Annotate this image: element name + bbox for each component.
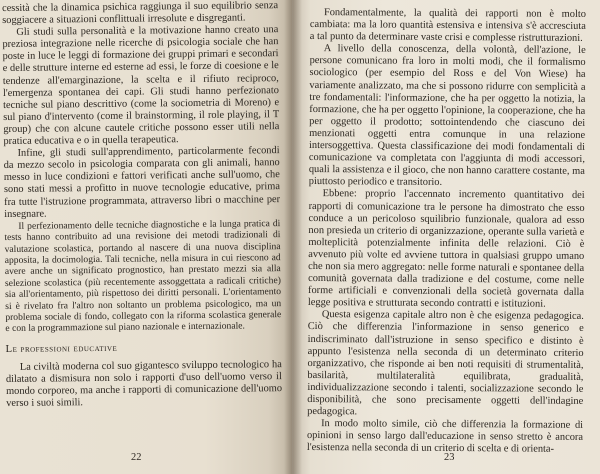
left-page [0,0,292,474]
paragraph: Questa esigenza capitale altro non è che esigenza pedagogica. Ciò che differenzia l'informazione in senso generico e indiscriminato dall'istruzione in senso specifico e distinto è appunto l'esistenza nella seconda di un determinato criterio organizzativo, che risponde ai ben noti requisiti di strumentalità, basilarità, multilateralità equilibrata, gradualità, individualizzazione secondo i talenti, socializzazione secondo le disponibilità, che sono precisamente oggetti dell'indagine pedagogica. [307,309,584,418]
paragraph: La civiltà moderna col suo gigantesco sviluppo tecnologico ha dilatato a dismisura non solo i rapporti d'uso dell'uomo verso il mondo corporeo, ma anche i rapporti di comunicazione dell'uomo verso i suoi simili. [5,358,283,410]
paragraph: A livello della conoscenza, della volontà, dell'azione, le persone comunicano fra loro in molti modi, che il formalismo sociologico (per esempio del Ross e del Von Wiese) ha variamente analizzato, ma che si possono ridurre con semplicità a tre fondamentali: l'informazione, che ha per oggetto la notizia, la formazione, che ha per oggetto l'opinione, la cooperazione, che ha per oggetto il prodotto; sottointendendo che ciascuno dei menzionati oggetti entra comunque in una relazione intersoggettiva. Questa classificazione dei modi fondamentali di comunicazione va completata con l'aggiunta di modi accessori, quali la assistenza e il gioco, che non hanno carattere costante, ma piuttosto periodico e transitorio. [308,43,586,189]
paragraph: Il perfezionamento delle tecniche diagnostiche e la lunga pratica di tests hanno contribuito ad una revisione dei metodi tradizionali di valutazione scolastica, portando al nascere di una nuova disciplina apposita, la docimologia. Tali tecniche, nella misura in cui riescono ad avere anche un significato prognostico, han prestato mezzi sia alla selezione scolastica (più recentemente assoggettata a radicali critiche) sia all'orientamento, più rispettoso dei diritti personali. L'orientamento si è rivelato fra l'altro non soltanto un problema psicologico, ma un problema sociale di fondo, collegato con la riforma scolastica generale e con la programmazione sul piano nazionale e internazionale. [4,217,282,335]
section-heading: Le professioni educative [5,342,118,355]
paragraph: Gli studi sulla personalità e la motivazione hanno creato una preziosa integrazione nelle ricerche di psicologia sociale che han poste in luce le leggi di formazione dei gruppi primari e secondari e delle strutture interne ed esterne ad essi, le forze di coesione e le tendenze all'emarginazione, la scelta e il rifiuto reciproco, l'emergenza spontanea dei capi. Gli studi hanno perfezionato tecniche sul piano descrittivo (come la sociometria di Moreno) e sul piano d'intervento (come il brainstorming, il role playing, il T group) che con alcune cautele critiche possono esser utili nella pratica educativa e o in quella terapeutica. [2,24,280,148]
left-text-column [2,0,282,410]
page-number: 23 [444,452,455,463]
paragraph: Ebbene: proprio l'accennato incremento quantitativo dei rapporti di comunicazione tra le persone ha dimostrato che esso conduce a un pericoloso squilibrio funzionale, qualora ad esso non presieda un criterio di organizzazione, operante sulla varietà e molteplicità potenzialmente infinita delle relazioni. Ciò è avvenuto più volte ed avviene tuttora in qualsiasi gruppo umano che non sia mero aggregato: nelle forme naturali e spontanee della comunità governata dalla tradizione e del costume, come nelle forme artificiali e convenzionali della società governata dalla legge positiva e strutturata secondo contratti e istituzioni. [307,188,585,310]
right-text-column [307,7,586,456]
right-page [292,0,600,474]
paragraph: Infine, gli studi sull'apprendimento, particolarmente fecondi da mezzo secolo in psicologia comparata con gli animali, hanno messo in luce condizioni e fattori verificati anche sull'uomo, che sono stati messi a profitto in nuove tecnologie educative, prima fra tutte l'istruzione programmata, attraverso libri o macchine per insegnare. [3,145,281,220]
paragraph: cessità che la dinamica psichica raggiunga il suo equilibrio senza soggiacere a situazioni conflittuali irresolute e disgreganti. [2,0,279,27]
page-number: 22 [131,452,142,463]
paragraph: In modo molto simile, ciò che differenzia la formazione di opinioni in senso largo dall'educazione in senso stretto è ancora l'esistenza nella seconda di un criterio di scelta e di orienta- [306,418,584,456]
paragraph: Fondamentalmente, la qualità dei rapporti non è molto cambiata: ma la loro quantità estensiva e intensiva s'è accresciuta a tal punto da determinare vaste crisi e complesse ristrutturazioni. [309,7,586,45]
